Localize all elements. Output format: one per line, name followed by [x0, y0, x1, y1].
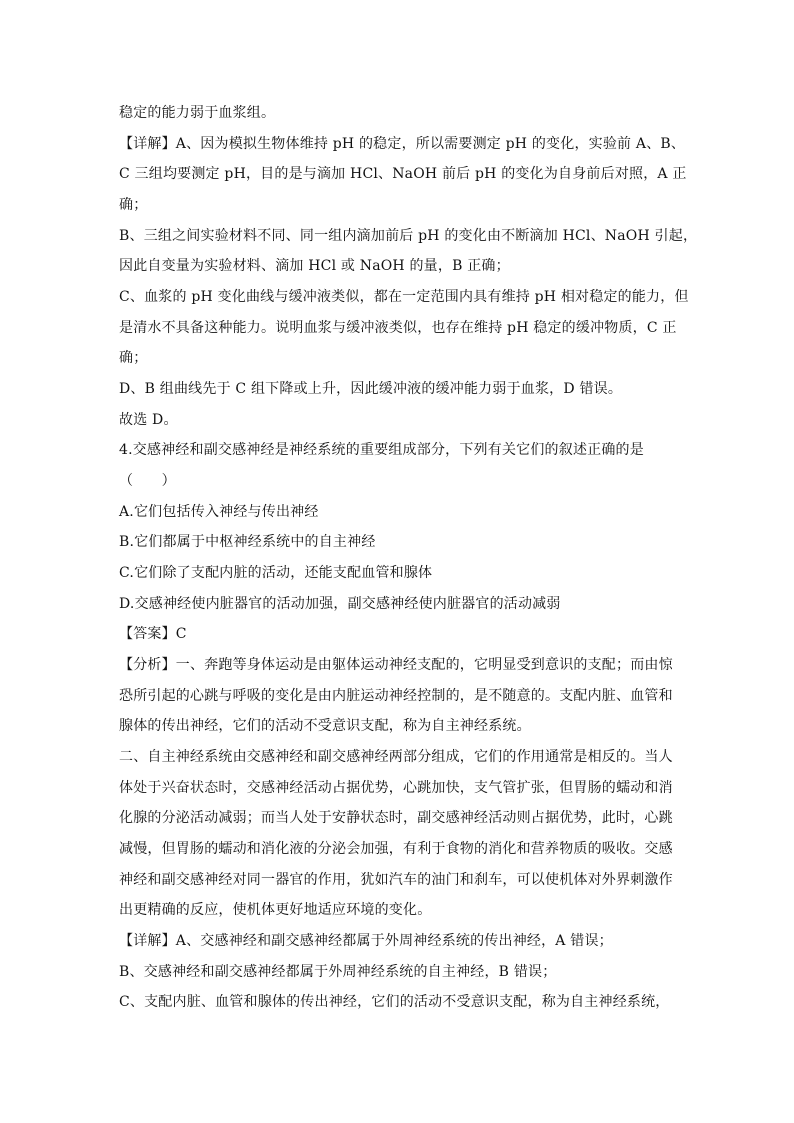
text-line: 故选 D。 [119, 412, 178, 428]
text-line: 减慢，但胃肠的蠕动和消化液的分泌会加强，有利于食物的消化和营养物质的吸收。交感 [119, 841, 673, 857]
text-line: C、支配内脏、血管和腺体的传出神经，它们的活动不受意识支配，称为自主神经系统， [119, 994, 670, 1010]
text-line: 神经和副交感神经对同一器官的作用，犹如汽车的油门和刹车，可以使机体对外界刺激作 [119, 872, 673, 888]
option-d: D.交感神经使内脏器官的活动加强，副交感神经使内脏器官的活动减弱 [119, 596, 561, 612]
question-bracket: （ ） [119, 473, 176, 489]
text-line: 因此自变量为实验材料、滴加 HCl 或 NaOH 的量，B 正确； [119, 258, 510, 274]
text-line: B、交感神经和副交感神经都属于外周神经系统的自主神经，B 错误； [119, 964, 557, 980]
text-line: 确； [119, 350, 148, 366]
text-line: 稳定的能力弱于血浆组。 [119, 105, 276, 121]
text-line: 二、自主神经系统由交感神经和副交感神经两部分组成，它们的作用通常是相反的。当人 [119, 749, 673, 765]
text-line: C 三组均要测定 pH，目的是与滴加 HCl、NaOH 前后 pH 的变化为自身前后对照，A 正 [119, 166, 687, 182]
answer-line: 【答案】C [119, 626, 187, 642]
option-b: B.它们都属于中枢神经系统中的自主神经 [119, 534, 376, 550]
text-line: 确； [119, 197, 148, 213]
text-line: 化腺的分泌活动减弱；而当人处于安静状态时，副交感神经活动则占据优势，此时，心跳 [119, 810, 673, 826]
text-line: C、血浆的 pH 变化曲线与缓冲液类似，都在一定范围内具有维持 pH 相对稳定的能力，但 [119, 289, 689, 305]
text-line: 【分析】一、奔跑等身体运动是由躯体运动神经支配的，它明显受到意识的支配；而由惊 [119, 657, 673, 673]
text-line: 恐所引起的心跳与呼吸的变化是由内脏运动神经控制的，是不随意的。支配内脏、血管和 [119, 688, 673, 704]
option-a: A.它们包括传入神经与传出神经 [119, 504, 319, 520]
option-c: C.它们除了支配内脏的活动，还能支配血管和腺体 [119, 565, 433, 581]
text-line: 体处于兴奋状态时，交感神经活动占据优势，心跳加快，支气管扩张，但胃肠的蠕动和消 [119, 780, 673, 796]
text-line: 【详解】A、交感神经和副交感神经都属于外周神经系统的传出神经，A 错误； [119, 933, 613, 949]
text-line: 出更精确的反应，使机体更好地适应环境的变化。 [119, 902, 432, 918]
question-stem: 4.交感神经和副交感神经是神经系统的重要组成部分，下列有关它们的叙述正确的是 [119, 442, 644, 458]
text-line: 腺体的传出神经，它们的活动不受意识支配，称为自主神经系统。 [119, 718, 531, 734]
text-line: 是清水不具备这种能力。说明血浆与缓冲液类似，也存在维持 pH 稳定的缓冲物质，C 正 [119, 320, 677, 336]
text-line: B、三组之间实验材料不同、同一组内滴加前后 pH 的变化由不断滴加 HCl、NaOH 引起， [119, 228, 698, 244]
text-line: 【详解】A、因为模拟生物体维持 pH 的稳定，所以需要测定 pH 的变化，实验前 A、B、 [119, 136, 686, 152]
text-line: D、B 组曲线先于 C 组下降或上升，因此缓冲液的缓冲能力弱于血浆，D 错误。 [119, 381, 623, 397]
